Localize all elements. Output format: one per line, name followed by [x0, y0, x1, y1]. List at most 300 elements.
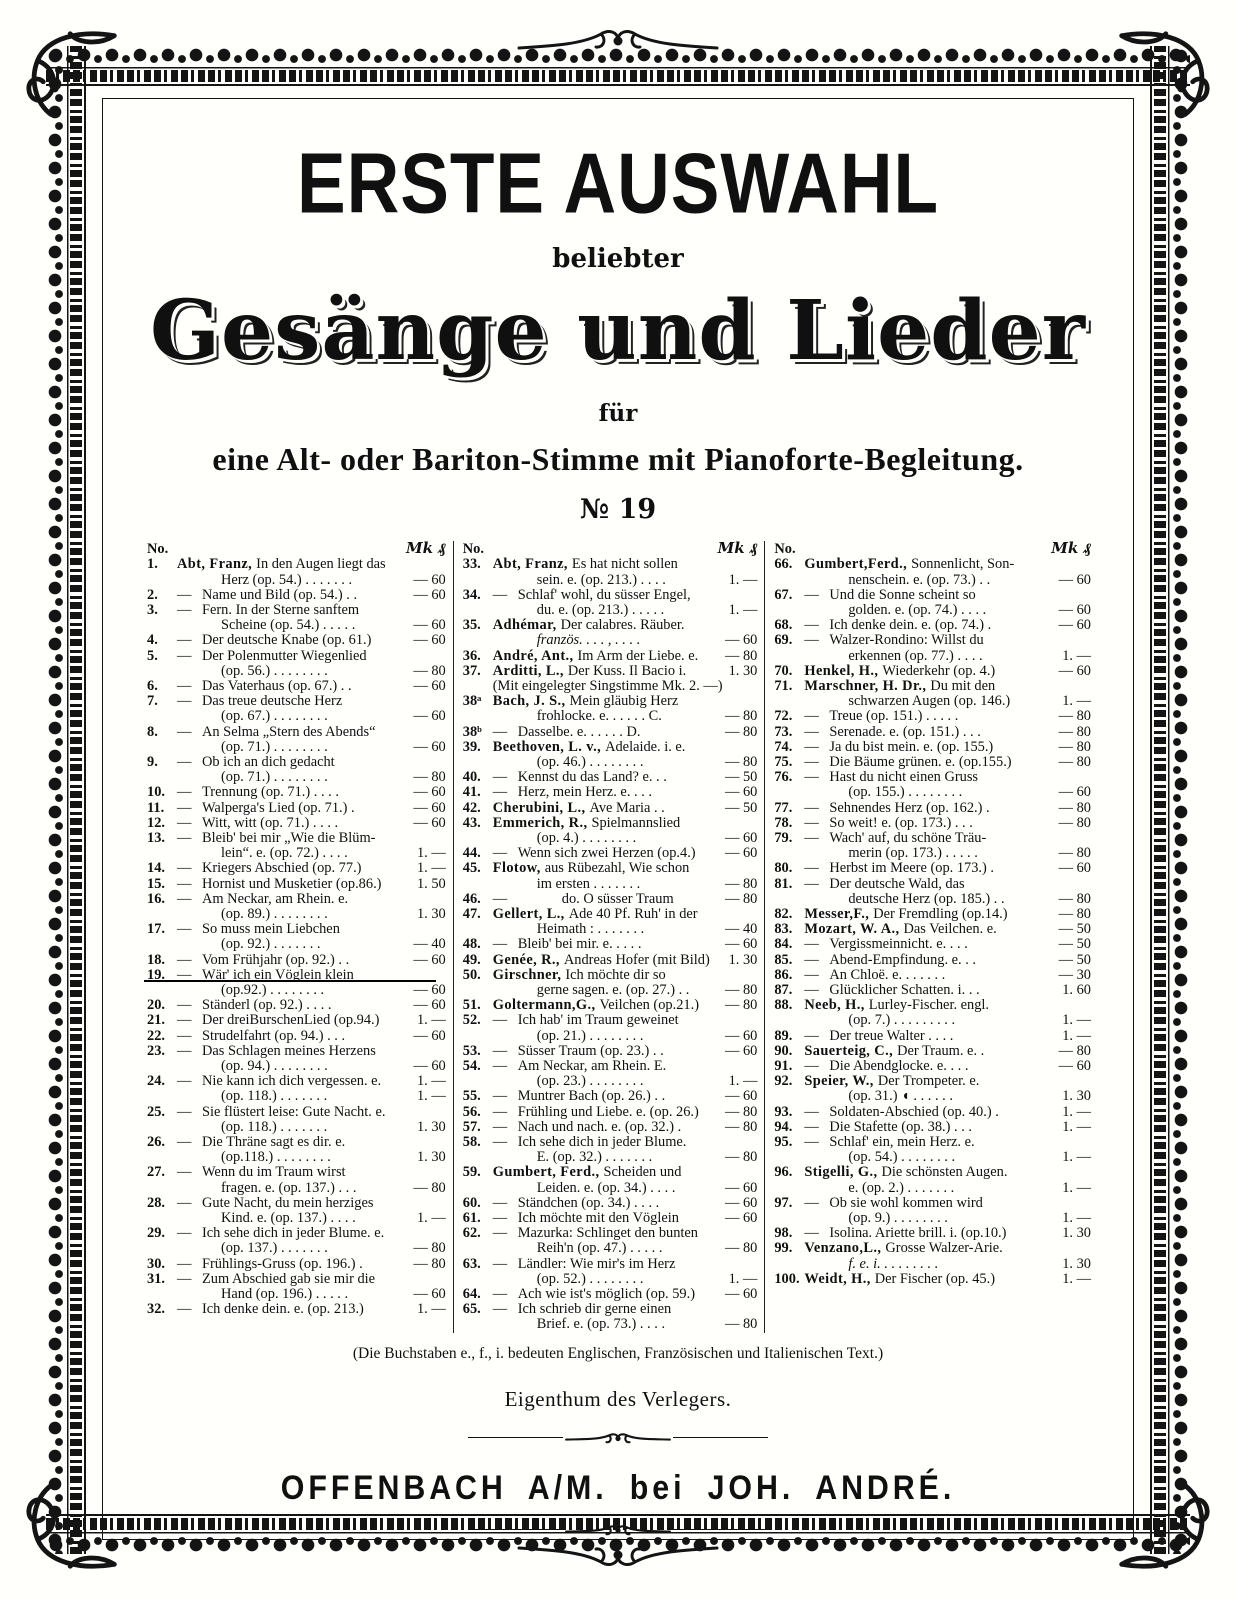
entry-list [463, 557, 758, 1332]
entry-title: Das treue deutsche Herz [202, 693, 343, 710]
entry-number: 73. [774, 723, 793, 740]
entry-number: 77. [774, 799, 793, 816]
page-content [138, 116, 1098, 1536]
catalog-entry-line [463, 1029, 758, 1044]
entry-title: Schlaf' ein, mein Herz. e. [829, 1134, 975, 1151]
entry-price: — 80 [724, 708, 758, 725]
entry-title: (op. 89.) . . . . . . . . [221, 905, 328, 922]
entry-price: — 60 [413, 677, 446, 694]
catalog-entry-line [463, 1150, 758, 1165]
entry-number: 8. [147, 723, 158, 740]
ditto-dash: — [492, 936, 508, 953]
catalog-entry-line [463, 649, 758, 664]
catalog-entry-line [463, 664, 758, 679]
entry-number: 98. [774, 1225, 793, 1242]
subtitle-fuer: für [598, 400, 638, 428]
catalog-entry-line [774, 633, 1091, 648]
catalog-entry-line [774, 861, 1091, 876]
corner-flourish-icon [26, 1476, 122, 1572]
entry-title: (op. 7.) . . . . . . . . . [848, 1012, 956, 1029]
catalog-entry-line [774, 603, 1091, 618]
entry-price: — 60 [724, 936, 758, 953]
entry-title: Trennung (op. 71.) . . . . [202, 784, 339, 801]
entry-title: Speier, W., Der Trompeter. e. [804, 1073, 980, 1090]
entry-number: 99. [774, 1240, 793, 1257]
entry-title: Der deutsche Wald, das [829, 875, 965, 892]
ditto-dash: — [492, 586, 508, 603]
entry-title: (op.92.) . . . . . . . . [221, 981, 325, 998]
entry-title: (op. 67.) . . . . . . . . [221, 708, 328, 725]
composer-name: Flotow, [492, 860, 545, 877]
entry-title: Brief. e. (op. 73.) . . . . [536, 1316, 666, 1333]
catalog-entry-line [774, 649, 1091, 664]
entry-number: 69. [774, 632, 793, 649]
catalog-entry-line [147, 1150, 446, 1165]
composer-name: Gellert, L., [492, 905, 569, 922]
entry-title: Gellert, L., Ade 40 Pf. Ruh' in der [492, 905, 698, 922]
entry-title: Sauerteig, C., Der Traum. e. . [804, 1042, 985, 1059]
column-header [147, 541, 446, 557]
catalog-entry-line [147, 1029, 446, 1044]
catalog-entry-line [463, 1044, 758, 1059]
catalog-entry-line [774, 770, 1091, 785]
entry-title: Muntrer Bach (op. 26.) . . [517, 1088, 666, 1105]
entry-title: An Chloë. e. . . . . . . [829, 966, 946, 983]
entry-title: Ständchen (op. 34.) . . . . [517, 1194, 660, 1211]
entry-title: (op. 21.) . . . . . . . . [536, 1027, 644, 1044]
entry-price: — 80 [1058, 753, 1091, 770]
catalog-entry-line [774, 755, 1091, 770]
entry-number: 44. [462, 845, 481, 862]
entry-title: gerne sagen. e. (op. 27.) . . [536, 981, 690, 998]
entry-number: 40. [462, 769, 481, 786]
entry-title: An Selma „Stern des Abends“ [202, 723, 376, 740]
catalog-entry-line [463, 770, 758, 785]
catalog-entry-line [147, 801, 446, 816]
ditto-dash: — [804, 738, 819, 755]
catalog-entry-line [774, 1241, 1091, 1256]
catalog-entry-line [463, 725, 758, 740]
catalog-entry-line [147, 740, 446, 755]
ornamental-border-left [46, 46, 86, 1554]
entry-title: Scheine (op. 54.) . . . . . [221, 617, 356, 634]
entry-number: 3. [147, 601, 158, 618]
column-header [463, 541, 758, 557]
entry-title: golden. e. (op. 74.) . . . . [848, 601, 987, 618]
ownership-notice: Eigenthum des Verlegers. [504, 1386, 732, 1411]
catalog-entry-line [463, 1105, 758, 1120]
entry-price: — 60 [1058, 860, 1091, 877]
entry-number: 64. [462, 1286, 481, 1303]
entry-title: Emmerich, R., Spielmannslied [492, 814, 681, 831]
composer-name: Arditti, L., [492, 662, 568, 679]
entry-number: 24. [147, 1073, 165, 1090]
composer-name: Messer,F., [804, 905, 874, 922]
catalog-entry-line [463, 907, 758, 922]
entry-number: 97. [774, 1194, 793, 1211]
ditto-dash: — [492, 1225, 508, 1242]
entry-title: Gumbert,Ferd., Sonnenlicht, Son- [804, 556, 1015, 573]
entry-number: 28. [147, 1194, 165, 1211]
entry-title: Zum Abschied gab sie mir die [202, 1270, 376, 1287]
composer-name: Abt, Franz, [492, 556, 572, 573]
catalog-entry-line [774, 816, 1091, 831]
composer-name: Weidt, H., [804, 1270, 875, 1287]
catalog-entry-line [774, 1165, 1091, 1180]
composer-name: Cherubini, L., [492, 799, 590, 816]
entry-number: 48. [462, 936, 481, 953]
entry-title: Und die Sonne scheint so [829, 586, 976, 603]
entry-number: 17. [147, 921, 165, 938]
entry-title: fragen. e. (op. 137.) . . . [221, 1179, 357, 1196]
ornament-divider [468, 1520, 768, 1540]
entry-number: 1. [147, 556, 158, 573]
entry-number: 86. [774, 966, 793, 983]
entry-price: — 80 [1058, 738, 1091, 755]
ditto-dash: — [177, 966, 192, 983]
entry-price: — 80 [724, 997, 758, 1014]
entry-title: Das Vaterhaus (op. 67.) . . [202, 677, 352, 694]
ditto-dash: — [177, 1042, 192, 1059]
entry-price: — 60 [413, 632, 446, 649]
composer-name: Bach, J. S., [492, 693, 570, 710]
ditto-dash: — [492, 1134, 508, 1151]
entry-price: — 60 [724, 784, 758, 801]
ditto-dash: — [177, 951, 192, 968]
entry-price: — 60 [413, 1058, 446, 1074]
entry-number: 43. [462, 814, 481, 831]
entry-number: 89. [774, 1027, 793, 1044]
entry-number: 71. [774, 677, 793, 694]
catalog-entry-line [463, 1074, 758, 1089]
scroll-crest-icon [513, 1540, 723, 1574]
entry-title: Flotow, aus Rübezahl, Wie schon [492, 860, 690, 877]
ditto-dash: — [177, 1164, 192, 1181]
entry-title: Neeb, H., Lurley-Fischer. engl. [804, 997, 990, 1014]
entry-list [147, 557, 446, 1317]
entry-number: 90. [774, 1042, 793, 1059]
entry-price: 1. — [1062, 1270, 1091, 1287]
entry-price: — 50 [724, 799, 758, 816]
catalog-column-2 [453, 541, 765, 1333]
catalog-entry-line [147, 953, 446, 968]
ditto-dash: — [177, 601, 192, 618]
entry-title: Venzano,L., Grosse Walzer-Arie. [804, 1240, 1003, 1257]
entry-price: 1. — [728, 1073, 758, 1090]
entry-number: 7. [147, 693, 158, 710]
page-title: ERSTE AUSWAHL [296, 136, 940, 232]
ditto-dash: — [804, 966, 819, 983]
entry-title: Wär' ich ein Vöglein klein [202, 966, 354, 983]
composer-name: Genée, R., [492, 951, 564, 968]
catalog-entry-line [147, 1302, 446, 1317]
entry-title: Hast du nicht einen Gruss [829, 769, 979, 786]
catalog-entry-line [463, 679, 758, 694]
entry-title: Ob ich an dich gedacht [202, 753, 335, 770]
entry-title: Abt, Franz, In den Augen liegt das [177, 556, 386, 573]
entry-title: Bach, J. S., Mein gläubig Herz [492, 693, 679, 710]
entry-number: 61. [462, 1210, 481, 1227]
entry-number: 95. [774, 1134, 793, 1151]
catalog-entry-line [147, 1257, 446, 1272]
ditto-dash: — [804, 875, 819, 892]
entry-title: Herz (op. 54.) . . . . . . . [221, 571, 353, 588]
entry-number: 35. [462, 617, 481, 634]
entry-title: Der dreiBurschenLied (op.94.) [202, 1012, 380, 1029]
catalog-entry-line [147, 1105, 446, 1120]
ditto-dash: — [804, 769, 819, 786]
ornamental-border-right [1150, 46, 1190, 1554]
entry-title: Henkel, H., Wiederkehr (op. 4.) [804, 662, 996, 679]
catalog-entry-line [147, 664, 446, 679]
catalog-entry-line [147, 649, 446, 664]
composer-name: Gumbert,Ferd., [804, 556, 912, 573]
entry-price: — 60 [413, 981, 446, 998]
entry-price: — 80 [724, 647, 758, 664]
entry-number: 20. [147, 997, 165, 1014]
ditto-dash: — [492, 1286, 508, 1303]
entry-title: Ich hab' im Traum geweinet [517, 1012, 679, 1029]
catalog-entry-line [147, 907, 446, 922]
composer-name: Beethoven, L. v., [492, 738, 606, 755]
entry-title: Marschner, H. Dr., Du mit den [804, 677, 996, 694]
entry-price: — 50 [1058, 936, 1091, 953]
entry-title: Herbst im Meere (op. 173.) . [829, 860, 995, 877]
entry-title: Strudelfahrt (op. 94.) . . . [202, 1027, 346, 1044]
entry-number: 29. [147, 1225, 165, 1242]
entry-price: 1. 30 [1062, 1225, 1091, 1242]
song-catalog [138, 541, 1098, 1333]
ditto-dash: — [804, 1058, 819, 1074]
catalog-entry-line [147, 1165, 446, 1180]
entry-number: 67. [774, 586, 793, 603]
entry-title: Fern. In der Sterne sanftem [202, 601, 360, 618]
catalog-entry-line [147, 816, 446, 831]
catalog-entry-line [147, 937, 446, 952]
ditto-dash: — [492, 723, 508, 740]
entry-number: 62. [462, 1225, 481, 1242]
entry-title: Die Stafette (op. 38.) . . . [829, 1118, 973, 1135]
entry-price: — 60 [413, 586, 446, 603]
catalog-entry-line [774, 1029, 1091, 1044]
language-note: (Die Buchstaben e., f., i. bedeuten Englischen, Französischen und Italienischen Text.) [352, 1344, 884, 1362]
entry-number: 85. [774, 951, 793, 968]
entry-number: 52. [462, 1012, 481, 1029]
ditto-dash: — [804, 829, 819, 846]
catalog-entry-line [147, 755, 446, 770]
entry-number: 25. [147, 1103, 165, 1120]
catalog-entry-line [147, 709, 446, 724]
entry-title: Der Polenmutter Wiegenlied [202, 647, 367, 664]
ditto-dash: — [492, 845, 508, 862]
catalog-entry-line [774, 1120, 1091, 1135]
entry-title: Hornist und Musketier (op.86.) [202, 875, 382, 892]
entry-number: 5. [147, 647, 158, 664]
entry-number: 54. [462, 1058, 481, 1074]
entry-price: — 80 [1058, 890, 1091, 907]
ditto-dash: — [804, 936, 819, 953]
ditto-dash: — [177, 586, 192, 603]
ditto-dash: — [804, 1134, 819, 1151]
entry-title: Bleib' bei mir „Wie die Blüm- [202, 829, 376, 846]
entry-title: (op. 31.) ◖ . . . . . . [848, 1088, 953, 1105]
catalog-entry-line [463, 1257, 758, 1272]
entry-number: 70. [774, 662, 793, 679]
ditto-dash: — [492, 1058, 508, 1074]
entry-title: Arditti, L., Der Kuss. Il Bacio i. [492, 662, 687, 679]
entry-price: — 60 [724, 845, 758, 862]
ditto-dash: — [804, 708, 819, 725]
entry-title: Mazurka: Schlinget den bunten [517, 1225, 698, 1242]
entry-price: — 80 [724, 1149, 758, 1166]
catalog-entry-line [774, 573, 1091, 588]
ditto-dash: — [804, 1118, 819, 1135]
entry-price: — 80 [413, 662, 446, 679]
entry-price: 1. — [1062, 1103, 1091, 1120]
entry-title: Ich möchte mit den Vöglein [517, 1210, 679, 1227]
entry-number: 33. [462, 556, 481, 573]
entry-title: sein. e. (op. 213.) . . . . [536, 571, 666, 588]
divider-line [673, 1437, 768, 1438]
catalog-entry-line [463, 785, 758, 800]
catalog-entry-line [774, 953, 1091, 968]
catalog-entry-line [463, 557, 758, 572]
entry-title: (op.118.) . . . . . . . . [221, 1149, 331, 1166]
entry-title: André, Ant., Im Arm der Liebe. e. [492, 647, 699, 664]
ditto-dash: — [492, 784, 508, 801]
entry-price: — 80 [1058, 814, 1091, 831]
catalog-entry-line [147, 831, 446, 846]
ditto-dash: — [492, 1012, 508, 1029]
catalog-entry-line [147, 694, 446, 709]
catalog-entry-line [147, 1089, 446, 1104]
catalog-entry-line [147, 846, 446, 861]
catalog-entry-line [774, 1181, 1091, 1196]
currency-header: Mk ₰ [406, 539, 446, 558]
ditto-dash: — [177, 784, 192, 801]
entry-number: 41. [462, 784, 481, 801]
entry-title: schwarzen Augen (op. 146.) [848, 693, 1011, 710]
ditto-dash: — [177, 799, 192, 816]
entry-number: 72. [774, 708, 793, 725]
entry-title: Frühling und Liebe. e. (op. 26.) [517, 1103, 699, 1120]
catalog-entry-line [147, 998, 446, 1013]
entry-title: Cherubini, L., Ave Maria . . [492, 799, 665, 816]
entry-title: do. O süsser Traum [561, 890, 674, 907]
entry-title: Name und Bild (op. 54.) . . [202, 586, 358, 603]
entry-price: — 30 [1058, 966, 1091, 983]
entry-title: (op. 92.) . . . . . . . [221, 936, 321, 953]
ditto-dash: — [804, 1027, 819, 1044]
ditto-dash: — [804, 632, 819, 649]
currency-header: Mk ₰ [717, 539, 758, 558]
ditto-dash: — [177, 1301, 192, 1318]
entry-price: — 80 [724, 1240, 758, 1257]
entry-number: 53. [462, 1042, 481, 1059]
entry-price: 1. 30 [1062, 1255, 1091, 1272]
entry-title: Wach' auf, du schöne Träu- [829, 829, 987, 846]
entry-title: Ich sehe dich in jeder Blume. e. [202, 1225, 385, 1242]
entry-price: — 60 [413, 951, 446, 968]
entry-price: — 50 [1058, 951, 1091, 968]
entry-number: 42. [462, 799, 481, 816]
catalog-entry-line [774, 664, 1091, 679]
entry-title: So weit! e. (op. 173.) . . . [829, 814, 973, 831]
entry-number: 96. [774, 1164, 793, 1181]
entry-title: Gumbert, Ferd., Scheiden und [492, 1164, 682, 1181]
catalog-entry-line [463, 816, 758, 831]
entry-price: — 80 [1058, 723, 1091, 740]
catalog-entry-line [774, 1226, 1091, 1241]
entry-number: 63. [462, 1255, 481, 1272]
catalog-entry-line [774, 618, 1091, 633]
entry-title: Ich denke dein. e. (op. 74.) . [829, 617, 992, 634]
catalog-entry-line [774, 1074, 1091, 1089]
entry-title: Weidt, H., Der Fischer (op. 45.) [804, 1270, 996, 1287]
entry-title: Hand (op. 196.) . . . . . [221, 1286, 349, 1303]
entry-title: Mozart, W. A., Das Veilchen. e. [804, 921, 997, 938]
entry-number: 88. [774, 997, 793, 1014]
catalog-entry-line [147, 892, 446, 907]
catalog-entry-line [147, 1120, 446, 1135]
composer-name: Emmerich, R., [492, 814, 592, 831]
entry-number: 82. [774, 905, 793, 922]
entry-price: — 80 [413, 1255, 446, 1272]
catalog-entry-line [463, 740, 758, 755]
catalog-entry-line [774, 1135, 1091, 1150]
entry-title: (op. 52.) . . . . . . . . [536, 1270, 644, 1287]
entry-title: Die Abendglocke. e. . . . [829, 1058, 969, 1074]
entry-price: 1. — [728, 601, 758, 618]
entry-price: — 80 [1058, 905, 1091, 922]
ditto-dash: — [804, 586, 819, 603]
entry-title: nenschein. e. (op. 73.) . . [848, 571, 991, 588]
issue-number: № 19 [579, 494, 657, 526]
catalog-entry-line [463, 801, 758, 816]
entry-number: 37. [462, 662, 481, 679]
entry-number: 46. [462, 890, 481, 907]
entry-price: 1. 60 [1062, 981, 1091, 998]
ditto-dash: — [804, 951, 819, 968]
entry-number: 34. [462, 586, 481, 603]
entry-number: 56. [462, 1103, 481, 1120]
catalog-entry-line [774, 694, 1091, 709]
ditto-dash: — [177, 890, 192, 907]
entry-title: Herz, mein Herz. e. . . . [517, 784, 653, 801]
entry-title: Soldaten-Abschied (op. 40.) . [829, 1103, 999, 1120]
entry-price: 1. 30 [1062, 1088, 1091, 1105]
entry-title: Sehnendes Herz (op. 162.) . [829, 799, 990, 816]
composer-name: Venzano,L., [804, 1240, 886, 1257]
ditto-dash: — [492, 1210, 508, 1227]
entry-title: Am Neckar, am Rhein. e. [202, 890, 349, 907]
entry-price: 1. — [728, 1270, 758, 1287]
catalog-entry-line [463, 1059, 758, 1074]
entry-price: — 60 [413, 997, 446, 1014]
entry-title: Abend-Empfindung. e. . . [829, 951, 977, 968]
entry-price: 1. — [1062, 1210, 1091, 1227]
scroll-divider-icon [563, 1428, 673, 1448]
ditto-dash: — [177, 1270, 192, 1287]
ditto-dash: — [177, 814, 192, 831]
entry-title: Süsser Traum (op. 23.) . . [517, 1042, 664, 1059]
entry-price: 1. — [416, 1210, 446, 1227]
entry-title: Schlaf' wohl, du süsser Engel, [517, 586, 691, 603]
entry-title: im ersten . . . . . . . [536, 875, 641, 892]
ditto-dash: — [804, 1103, 819, 1120]
entry-price: — 60 [413, 1027, 446, 1044]
entry-title: e. (op. 2.) . . . . . . . [848, 1179, 955, 1196]
